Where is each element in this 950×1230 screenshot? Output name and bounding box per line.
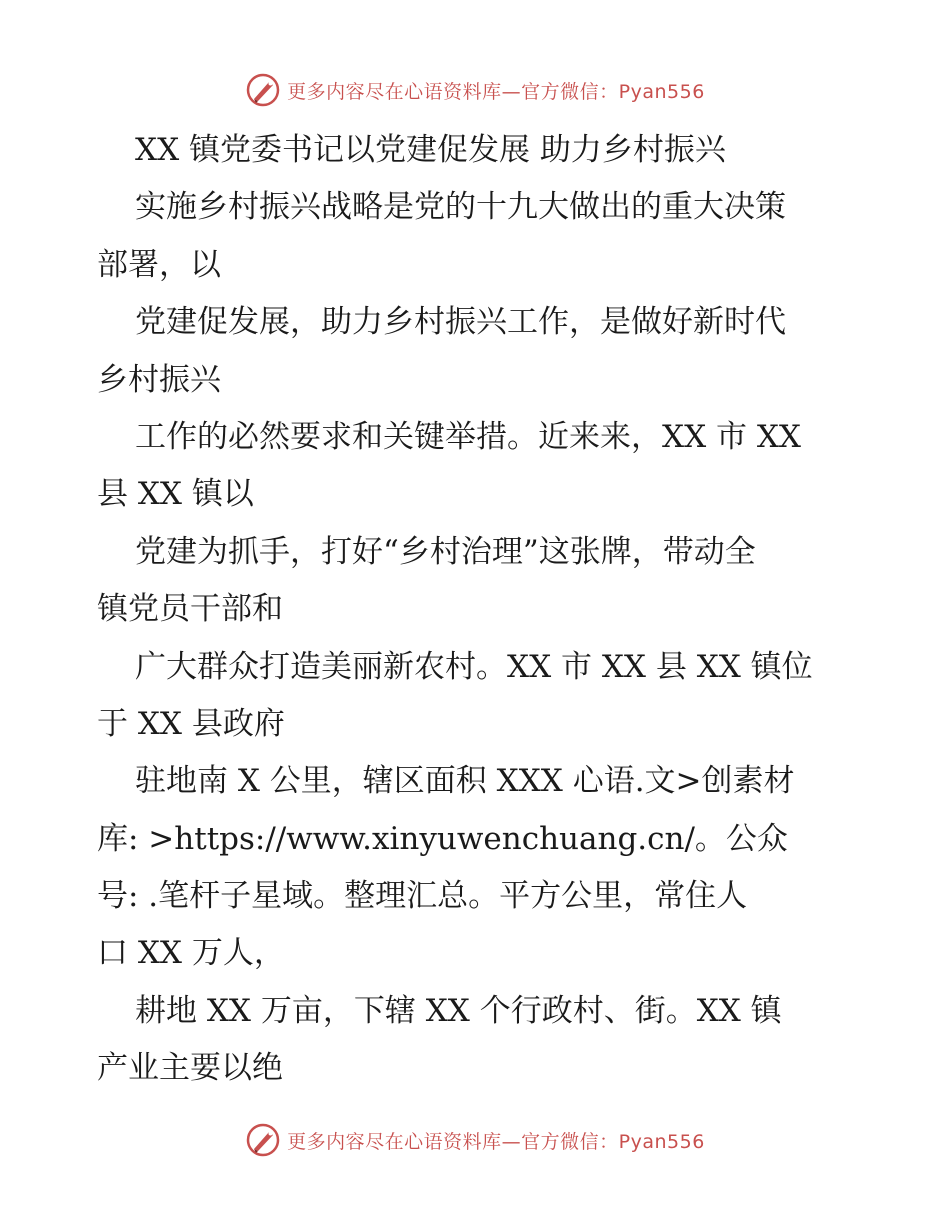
pen-logo-icon xyxy=(245,1122,281,1158)
text-line: 驻地南 X 公里，辖区面积 XXX 心语.文>创素材 xyxy=(135,763,795,800)
text-line: 实施乡村振兴战略是党的十九大做出的重大决策 xyxy=(135,189,786,226)
pen-logo-icon xyxy=(245,72,281,108)
text-line: 工作的必然要求和关键举措。近来来，XX 市 XX xyxy=(135,418,801,455)
footer-banner-text: 更多内容尽在心语资料库—官方微信：Pyan556 xyxy=(287,1130,705,1153)
text-line: 镇党员干部和 xyxy=(97,591,283,628)
text-line: 部署，以 xyxy=(97,246,221,283)
header-banner-text: 更多内容尽在心语资料库—官方微信：Pyan556 xyxy=(287,80,705,103)
text-line: 广大群众打造美丽新农村。XX 市 XX 县 XX 镇位 xyxy=(135,648,813,685)
text-line: 产业主要以绝 xyxy=(97,1050,283,1087)
text-line: XX 镇党委书记以党建促发展 助力乡村振兴 xyxy=(135,132,726,168)
text-line: 库: >https://www.xinyuwenchuang.cn/。公众 xyxy=(97,820,788,857)
text-line: 号: .笔杆子星域。整理汇总。平方公里，常住人 xyxy=(97,878,748,915)
text-line: 于 XX 县政府 xyxy=(97,705,285,742)
text-line: 党建促发展，助力乡村振兴工作，是做好新时代 xyxy=(135,304,786,341)
text-line: 县 XX 镇以 xyxy=(97,476,254,513)
text-line: 口 XX 万人， xyxy=(97,935,285,972)
text-line: 耕地 XX 万亩，下辖 XX 个行政村、街。XX 镇 xyxy=(135,992,782,1029)
footer-banner xyxy=(0,1120,950,1160)
document-body xyxy=(97,122,857,1098)
header-banner xyxy=(0,70,950,110)
text-line: 乡村振兴 xyxy=(97,361,221,398)
text-line: 党建为抓手，打好“乡村治理”这张牌，带动全 xyxy=(135,533,756,570)
